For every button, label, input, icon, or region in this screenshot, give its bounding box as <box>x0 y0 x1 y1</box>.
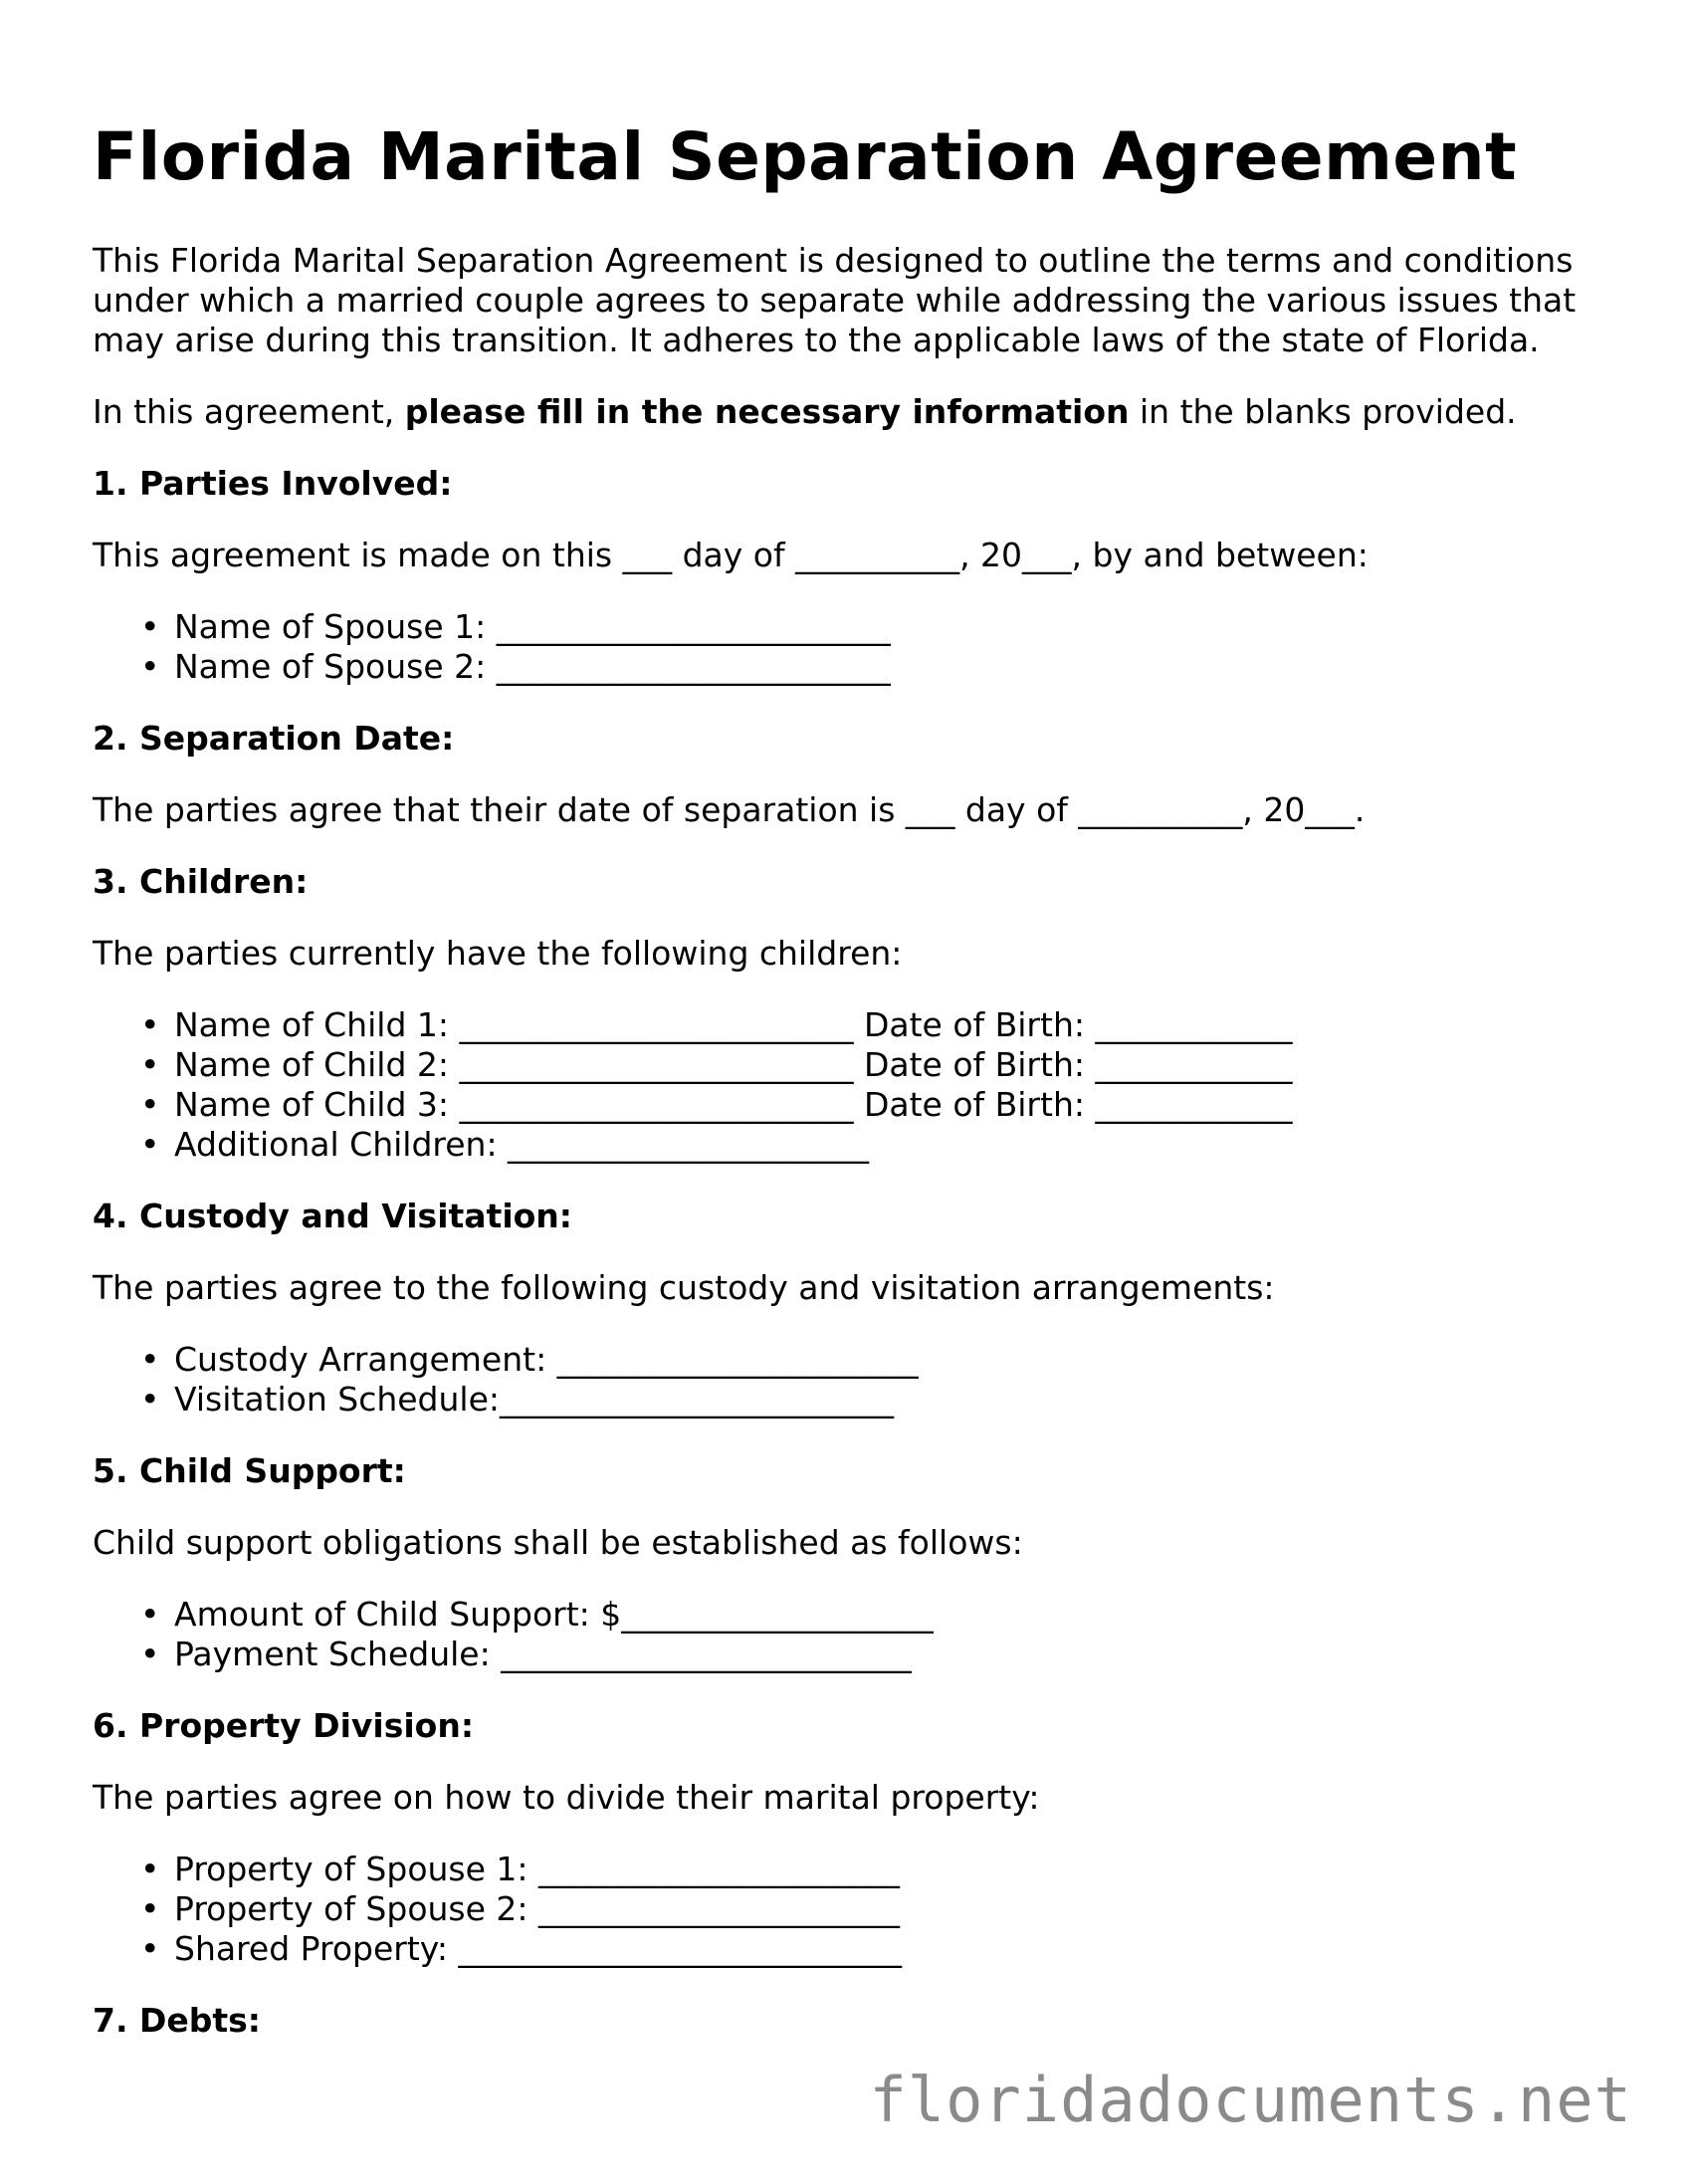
bullet-icon: • <box>140 1045 160 1084</box>
document-page <box>93 117 1615 2073</box>
list-child-support <box>93 1595 1615 1674</box>
list-item <box>140 1005 1615 1045</box>
list-item-text: Name of Spouse 1: ________________________ <box>174 607 891 646</box>
instruction-paragraph <box>93 392 1615 432</box>
list-property <box>93 1850 1615 1969</box>
list-item-text: Custody Arrangement: ______________________ <box>174 1340 919 1379</box>
section-heading-children: 3. Children: <box>93 862 309 901</box>
watermark: floridadocuments.net <box>869 2064 1632 2136</box>
bullet-icon: • <box>140 1929 160 1968</box>
bullet-icon: • <box>140 1085 160 1124</box>
list-item-text: Name of Child 1: ________________________ Date of Birth: ____________ <box>174 1005 1293 1044</box>
bullet-icon: • <box>140 607 160 646</box>
list-item <box>140 607 1615 647</box>
document-title: Florida Marital Separation Agreement <box>93 118 1518 195</box>
intro-paragraph: This Florida Marital Separation Agreement is designed to outline the terms and conditions under which a married couple agrees to separate while addressing the various issues that may arise during this transition. It adheres to the applicable laws of the state of Florida. <box>93 241 1577 359</box>
bullet-icon: • <box>140 1635 160 1673</box>
list-children <box>93 1005 1615 1165</box>
list-item <box>140 1045 1615 1085</box>
list-item-text: Name of Spouse 2: ________________________ <box>174 647 891 686</box>
list-item-text: Name of Child 3: ________________________ Date of Birth: ____________ <box>174 1085 1293 1124</box>
list-item-text: Additional Children: ______________________ <box>174 1125 870 1164</box>
section-heading-parties: 1. Parties Involved: <box>93 464 453 503</box>
section-text-parties: This agreement is made on this ___ day of __________, 20___, by and between: <box>93 536 1369 574</box>
instruction-before: In this agreement, <box>93 392 405 431</box>
bullet-icon: • <box>140 1340 160 1379</box>
section-text-custody: The parties agree to the following custody and visitation arrangements: <box>93 1268 1275 1307</box>
list-item <box>140 1085 1615 1125</box>
section-text-child-support: Child support obligations shall be established as follows: <box>93 1523 1023 1562</box>
list-item <box>140 1850 1615 1889</box>
list-item <box>140 1889 1615 1929</box>
section-heading-property: 6. Property Division: <box>93 1706 475 1745</box>
list-item <box>140 1340 1615 1380</box>
list-item-text: Property of Spouse 2: ______________________ <box>174 1889 901 1928</box>
list-item-text: Payment Schedule: _________________________ <box>174 1635 912 1673</box>
bullet-icon: • <box>140 1380 160 1419</box>
bullet-icon: • <box>140 1850 160 1888</box>
section-heading-separation-date: 2. Separation Date: <box>93 719 455 758</box>
list-item <box>140 1595 1615 1635</box>
section-text-children: The parties currently have the following children: <box>93 934 903 973</box>
list-item <box>140 647 1615 687</box>
list-parties <box>93 607 1615 687</box>
list-item <box>140 1929 1615 1969</box>
list-item <box>140 1635 1615 1674</box>
section-text-property: The parties agree on how to divide their marital property: <box>93 1778 1040 1817</box>
list-item-text: Visitation Schedule:________________________ <box>174 1380 895 1419</box>
list-item-text: Property of Spouse 1: ______________________ <box>174 1850 901 1888</box>
section-heading-custody: 4. Custody and Visitation: <box>93 1197 572 1235</box>
list-item-text: Shared Property: ___________________________ <box>174 1929 903 1968</box>
instruction-after: in the blanks provided. <box>1129 392 1517 431</box>
list-item <box>140 1125 1615 1165</box>
list-custody <box>93 1340 1615 1420</box>
bullet-icon: • <box>140 1005 160 1044</box>
list-item-text: Amount of Child Support: $___________________ <box>174 1595 934 1634</box>
list-item-text: Name of Child 2: ________________________ Date of Birth: ____________ <box>174 1045 1293 1084</box>
bullet-icon: • <box>140 1595 160 1634</box>
instruction-bold: please fill in the necessary information <box>404 392 1130 431</box>
section-heading-debts: 7. Debts: <box>93 2001 261 2040</box>
bullet-icon: • <box>140 1125 160 1164</box>
list-item <box>140 1380 1615 1420</box>
bullet-icon: • <box>140 1889 160 1928</box>
bullet-icon: • <box>140 647 160 686</box>
section-text-separation-date: The parties agree that their date of separation is ___ day of __________, 20___. <box>93 790 1366 829</box>
section-heading-child-support: 5. Child Support: <box>93 1451 406 1490</box>
